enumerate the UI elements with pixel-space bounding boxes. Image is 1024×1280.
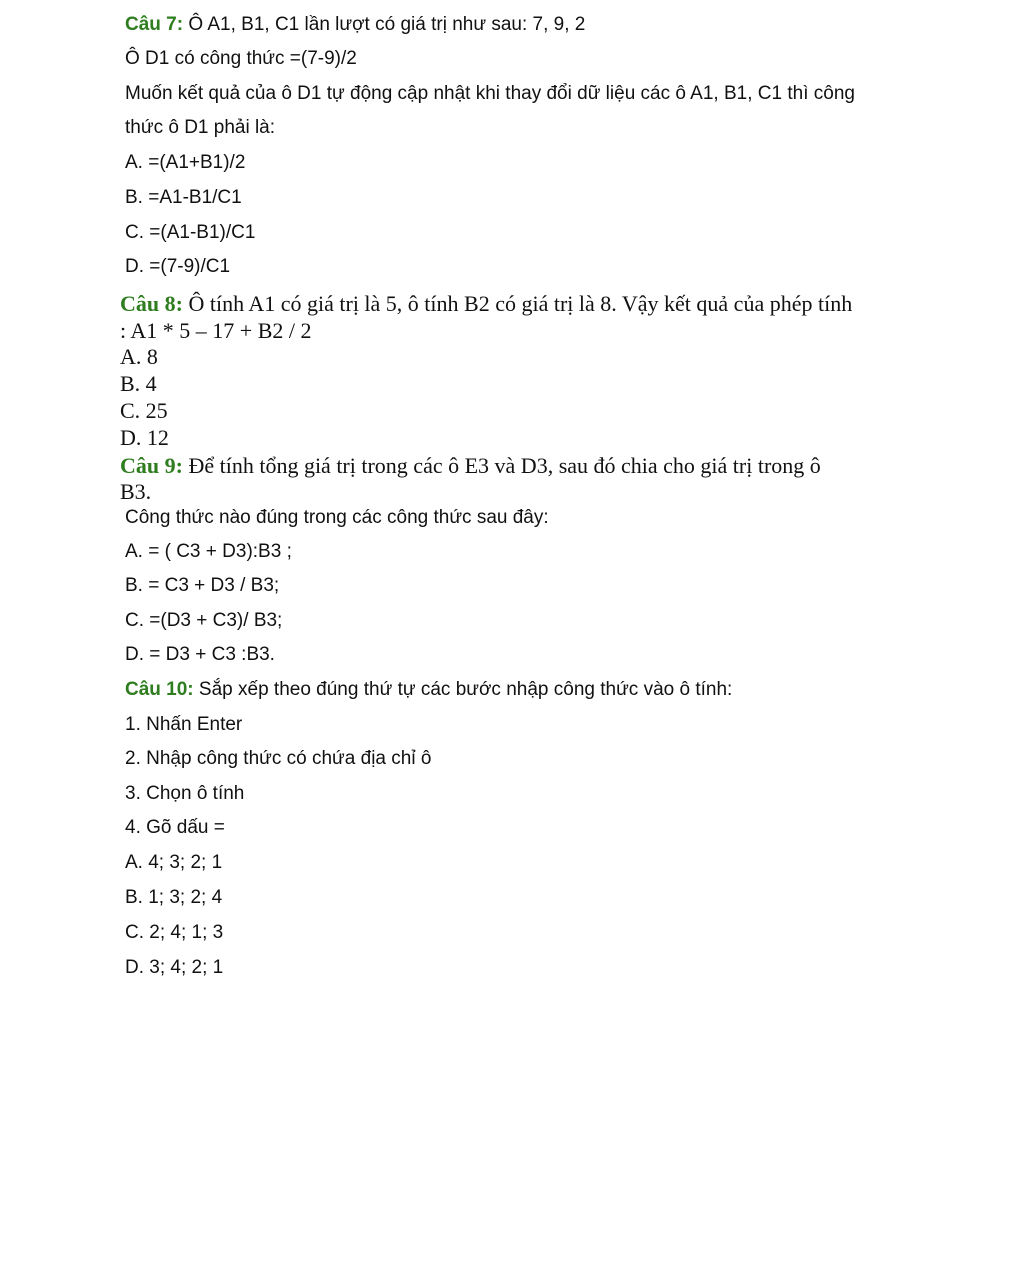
q8-option-d: D. 12 <box>120 425 169 450</box>
q9-line2: B3. <box>120 479 152 504</box>
q9-option-a: A. = ( C3 + D3):B3 ; <box>125 541 292 562</box>
q7-heading <box>125 15 585 34</box>
q10-heading <box>125 680 732 699</box>
q8-label: Câu 8: <box>120 291 183 316</box>
q10-step-1: 1. Nhấn Enter <box>125 714 243 735</box>
q10-option-d: D. 3; 4; 2; 1 <box>125 957 224 978</box>
q8-line1: Ô tính A1 có giá trị là 5, ô tính B2 có giá trị là 8. Vậy kết quả của phép tính <box>182 291 853 316</box>
q8-line2: : A1 * 5 – 17 + B2 / 2 <box>120 318 312 343</box>
q7-option-b: B. =A1-B1/C1 <box>125 187 242 208</box>
q7-line4: thức ô D1 phải là: <box>125 117 276 138</box>
q10-step-4: 4. Gõ dấu = <box>125 817 225 838</box>
q8-heading <box>120 293 852 315</box>
q10-option-c: C. 2; 4; 1; 3 <box>125 922 224 943</box>
q7-line1: Ô A1, B1, C1 lần lượt có giá trị như sau: 7, 9, 2 <box>183 14 586 35</box>
q9-option-c: C. =(D3 + C3)/ B3; <box>125 610 283 631</box>
q8-option-c: C. 25 <box>120 398 168 423</box>
q7-line2: Ô D1 có công thức =(7-9)/2 <box>125 48 357 69</box>
q9-option-b: B. = C3 + D3 / B3; <box>125 575 280 596</box>
q7-line3: Muốn kết quả của ô D1 tự động cập nhật khi thay đổi dữ liệu các ô A1, B1, C1 thì công <box>125 83 855 104</box>
q10-option-a: A. 4; 3; 2; 1 <box>125 852 223 873</box>
q9-label: Câu 9: <box>120 453 183 478</box>
q9-heading <box>120 455 821 477</box>
q10-option-b: B. 1; 3; 2; 4 <box>125 887 223 908</box>
q10-step-2: 2. Nhập công thức có chứa địa chỉ ô <box>125 748 432 769</box>
q8-option-a: A. 8 <box>120 344 158 369</box>
q7-option-d: D. =(7-9)/C1 <box>125 256 231 277</box>
q9-line1: Để tính tổng giá trị trong các ô E3 và D3, sau đó chia cho giá trị trong ô <box>182 453 821 478</box>
q7-label: Câu 7: <box>125 14 184 35</box>
q8-option-b: B. 4 <box>120 371 157 396</box>
q10-line1: Sắp xếp theo đúng thứ tự các bước nhập công thức vào ô tính: <box>193 679 733 700</box>
q9-option-d: D. = D3 + C3 :B3. <box>125 644 275 665</box>
q9-line3: Công thức nào đúng trong các công thức sau đây: <box>125 507 549 528</box>
q7-option-c: C. =(A1-B1)/C1 <box>125 222 256 243</box>
q10-label: Câu 10: <box>125 679 194 700</box>
q10-step-3: 3. Chọn ô tính <box>125 783 245 804</box>
q7-option-a: A. =(A1+B1)/2 <box>125 152 246 173</box>
